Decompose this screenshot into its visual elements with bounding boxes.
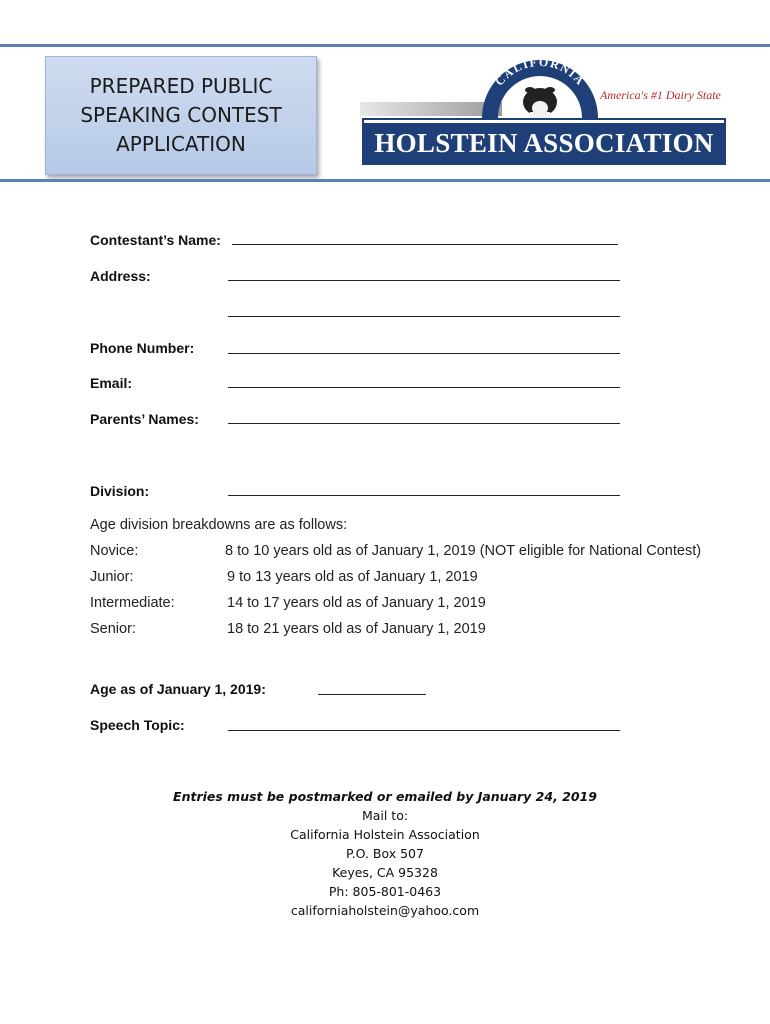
form-title-line-2: SPEAKING CONTEST [80,103,282,127]
email-field[interactable] [228,386,620,388]
division-name-junior: Junior: [90,569,134,585]
mail-po-box: P.O. Box 507 [346,846,424,861]
deadline-notice: Entries must be postmarked or emailed by January 24, 2019 [173,789,597,804]
logo-name: HOLSTEIN ASSOCIATION [374,127,714,158]
division-desc-intermediate: 14 to 17 years old as of January 1, 2019 [227,595,486,611]
cow-icon [523,87,557,120]
mail-org: California Holstein Association [290,827,480,842]
mail-city: Keyes, CA 95328 [332,865,438,880]
division-label: Division: [90,483,150,499]
phone-number-label: Phone Number: [90,340,195,356]
division-field[interactable] [228,494,620,496]
address-label: Address: [90,268,151,284]
division-desc-senior: 18 to 21 years old as of January 1, 2019 [227,621,486,637]
form-title-box [45,56,317,175]
holstein-association-logo [360,52,730,164]
division-name-novice: Novice: [90,543,139,559]
logo-tagline: America's #1 Dairy State [600,88,721,102]
speech-topic-label: Speech Topic: [90,717,185,733]
logo-name-bar [364,120,724,163]
age-division-intro: Age division breakdowns are as follows: [90,517,348,533]
parents-names-label: Parents’ Names: [90,411,199,427]
form-title-line-3: APPLICATION [116,132,246,156]
contestant-name-label: Contestant’s Name: [90,232,221,248]
form-title-line-1: PREPARED PUBLIC [89,74,273,98]
header-bottom-rule [0,179,770,182]
division-name-senior: Senior: [90,621,136,637]
mail-to-label: Mail to: [361,808,409,823]
email-label: Email: [90,375,133,391]
address-field-line-1[interactable] [228,279,620,281]
division-name-intermediate: Intermediate: [90,595,175,611]
phone-number-field[interactable] [228,352,620,354]
mail-email[interactable]: californiaholstein@yahoo.com [290,903,480,918]
parents-names-field[interactable] [228,422,620,424]
division-desc-novice: 8 to 10 years old as of January 1, 2019 (NOT eligible for National Contest) [225,543,702,559]
speech-topic-field[interactable] [228,729,620,731]
logo-arc-text: CALIFORNIA [492,54,588,89]
contestant-name-field[interactable] [232,243,618,245]
age-field[interactable] [318,693,426,695]
address-field-line-2[interactable] [228,315,620,317]
mail-phone: Ph: 805-801-0463 [328,884,442,899]
header-top-rule [0,44,770,47]
division-desc-junior: 9 to 13 years old as of January 1, 2019 [227,569,478,585]
age-label: Age as of January 1, 2019: [90,681,266,697]
